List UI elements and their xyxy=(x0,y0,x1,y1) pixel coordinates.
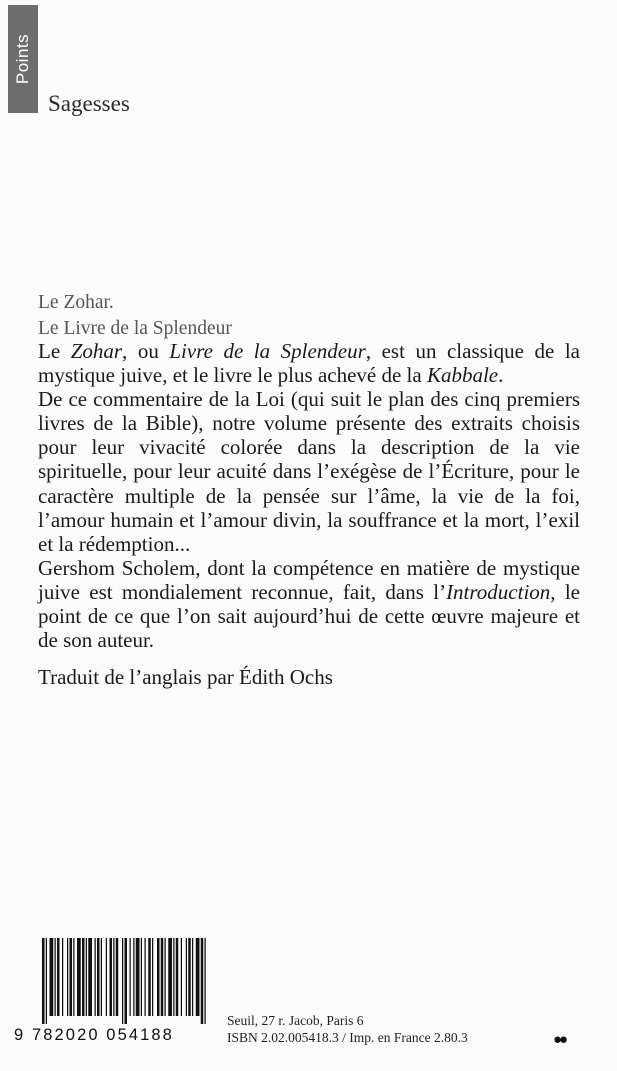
barcode-bar xyxy=(50,938,54,1016)
barcode-bar xyxy=(141,938,142,1016)
barcode-bar xyxy=(116,938,119,1016)
book-subtitle: Le Livre de la Splendeur xyxy=(38,318,232,339)
barcode-bar xyxy=(97,938,100,1016)
series-name: Sagesses xyxy=(48,91,130,116)
barcode-bar xyxy=(42,938,45,1024)
publisher-address: Seuil, 27 r. Jacob, Paris 6 xyxy=(227,1013,364,1028)
barcode-bar xyxy=(148,938,151,1016)
barcode xyxy=(40,938,208,1024)
barcode-bar xyxy=(95,938,96,1016)
barcode-bar xyxy=(113,938,114,1016)
book-description xyxy=(38,339,580,652)
barcode-bar xyxy=(70,938,73,1016)
barcode-bar xyxy=(168,938,172,1016)
barcode-bar xyxy=(73,938,74,1016)
description-paragraph-1 xyxy=(38,339,580,387)
price-dots-mark: ●● xyxy=(553,1032,566,1048)
barcode-bar xyxy=(101,938,102,1016)
barcode-bar xyxy=(67,938,68,1016)
publisher-info xyxy=(227,1012,468,1046)
barcode-bar xyxy=(57,938,60,1016)
barcode-bar xyxy=(82,938,85,1016)
barcode-bar xyxy=(201,938,204,1024)
barcode-bar xyxy=(77,938,81,1016)
barcode-bar xyxy=(133,938,134,1016)
text-run: Gershom Scholem, dont la compétence en matière de mystique juive est mondialement reconnue, fait, dans l’ xyxy=(38,555,580,604)
text-run-italic: Introduction xyxy=(446,579,551,604)
barcode-bar xyxy=(176,938,179,1016)
barcode-bar xyxy=(62,938,63,1016)
barcode-bar xyxy=(205,938,206,1024)
barcode-bar xyxy=(188,938,191,1016)
text-run: , est un classique de la mystique juive, et le livre le plus achevé de la xyxy=(38,339,580,388)
isbn-line: ISBN 2.02.005418.3 / Imp. en France 2.80.3 xyxy=(227,1030,468,1045)
description-paragraph-2: De ce commentaire de la Loi (qui suit le plan des cinq premiers livres de la Bible), notre volume présente des extraits choisis pour leur vivacité colorée dans la description de la vie spirituelle, pour leur acuité dans l’exégèse de l’Écriture, pour le caractère multiple de la pensée sur l’âme, la vie de la foi, l’amour humain et l’amour divin, la souffrance et la mort, l’exil et la rédemption... xyxy=(38,387,580,556)
text-run-italic: Livre de la Splendeur xyxy=(169,339,366,363)
barcode-bar xyxy=(157,938,160,1016)
barcode-bar xyxy=(122,938,123,1024)
barcode-bar xyxy=(145,938,146,1016)
barcode-bar xyxy=(125,938,128,1024)
translator-credit: Traduit de l’anglais par Édith Ochs xyxy=(38,665,333,689)
points-badge-label: Points xyxy=(13,33,32,85)
barcode-bar xyxy=(152,938,153,1016)
barcode-bar xyxy=(55,938,56,1016)
barcode-bar xyxy=(161,938,164,1016)
text-run: , le point de ce que l’on sait aujourd’hui de cette œuvre majeure et de son auteur. xyxy=(38,579,580,653)
barcode-bar xyxy=(88,938,92,1016)
barcode-bar xyxy=(130,938,131,1016)
barcode-bar xyxy=(106,938,107,1016)
barcode-bar xyxy=(186,938,187,1016)
barcode-bar xyxy=(196,938,200,1016)
book-titles xyxy=(38,290,232,342)
barcode-digits: 9 782020 054188 xyxy=(14,1026,174,1044)
barcode-bar xyxy=(173,938,174,1016)
barcode-bar xyxy=(110,938,113,1016)
barcode-bar xyxy=(86,938,87,1016)
barcode-bar xyxy=(46,938,47,1024)
barcode-bar xyxy=(192,938,193,1016)
barcode-bar xyxy=(181,938,182,1016)
description-paragraph-3 xyxy=(38,556,580,652)
barcode-bar xyxy=(136,938,140,1016)
book-title: Le Zohar. xyxy=(38,292,114,313)
barcode-bar xyxy=(165,938,166,1016)
text-run-italic: Kabbale xyxy=(426,363,499,388)
text-run: Le xyxy=(38,339,71,363)
text-run: , ou xyxy=(122,339,170,363)
text-run-italic: Zohar xyxy=(70,339,123,363)
text-run: . xyxy=(498,363,504,388)
points-badge xyxy=(8,5,38,113)
